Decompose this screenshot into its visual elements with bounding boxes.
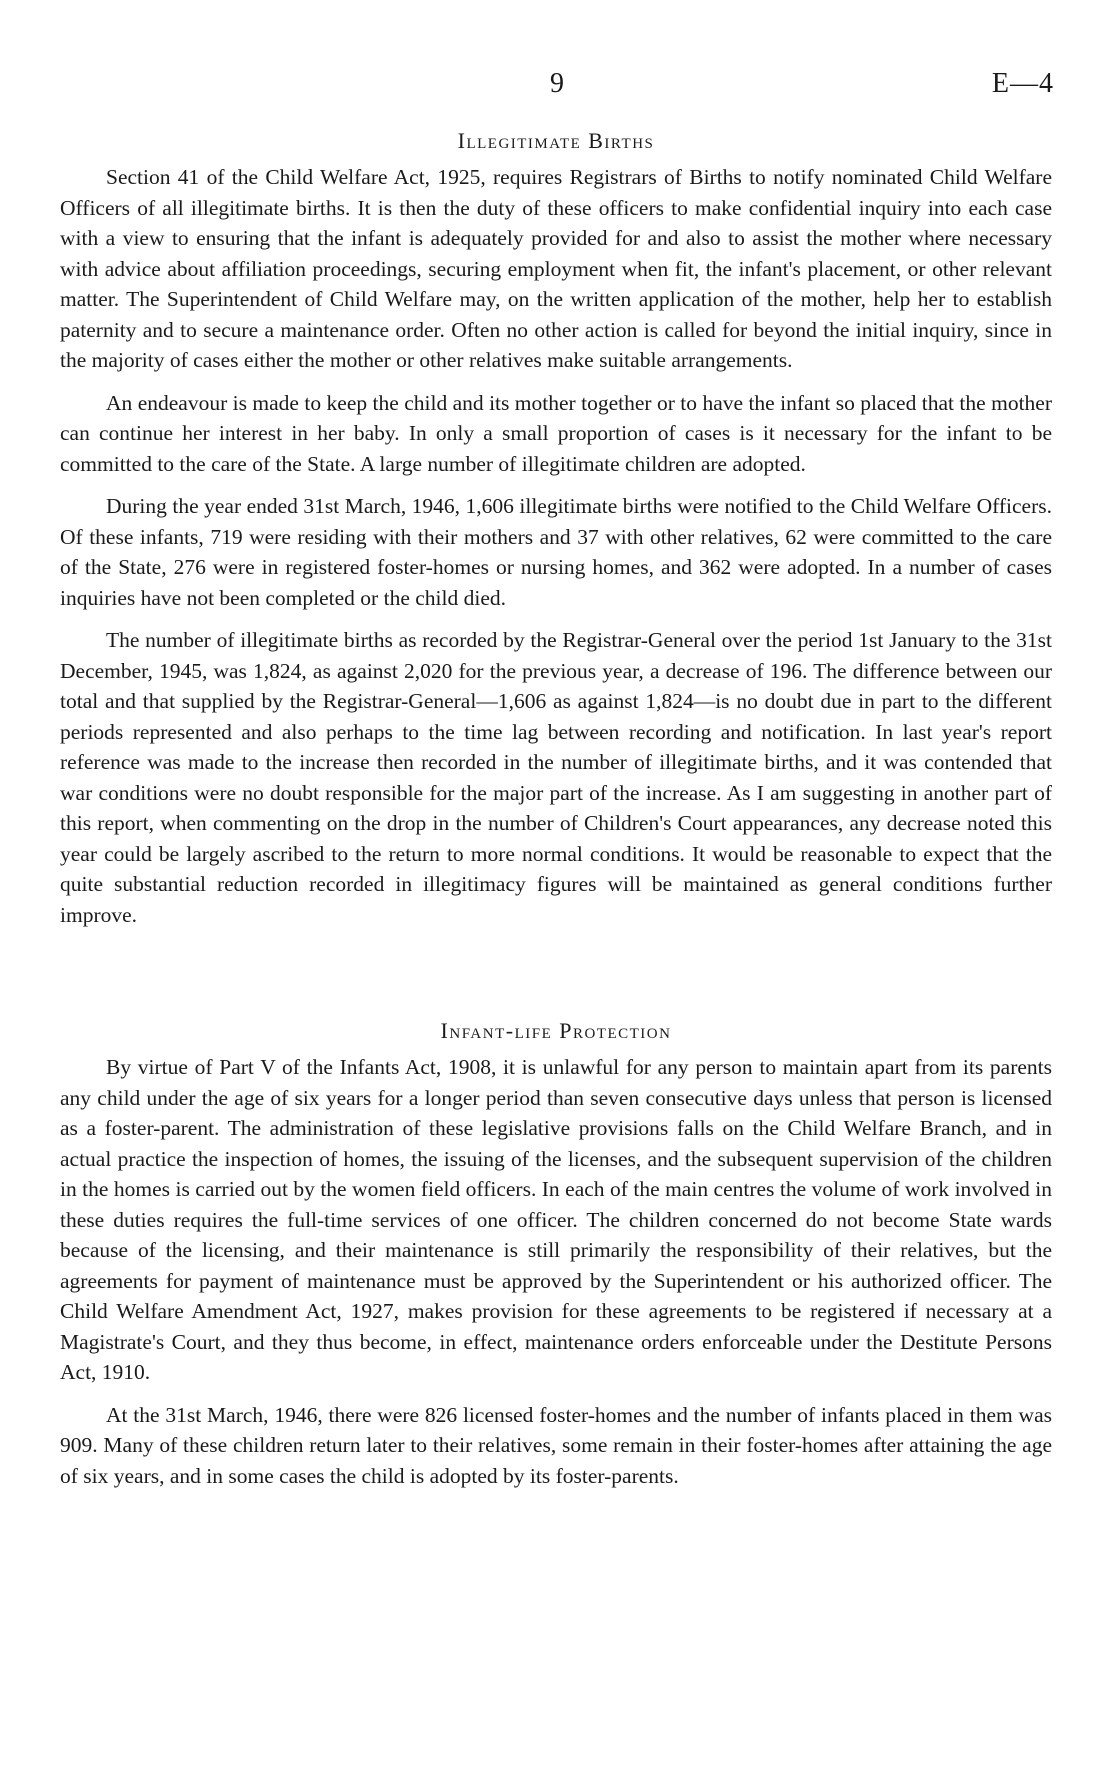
paragraph: By virtue of Part V of the Infants Act, 1908, it is unlawful for any person to maintain apart from its parents any child under the age of six years for a longer period than seven consecutive days unless that person is licensed as a foster-parent. The administration of these legislative provisions falls on the Child Welfare Branch, and in actual practice the inspection of homes, the issuing of the licenses, and the subsequent supervision of the children in the homes is carried out by the women field officers. In each of the main centres the volume of work involved in these duties requires the full-time services of one officer. The children concerned do not become State wards because of the licensing, and their maintenance is still primarily the responsibility of their relatives, but the agreements for payment of maintenance must be approved by the Superintendent or his authorized officer. The Child Welfare Amendment Act, 1927, makes provision for these agreements to be registered if necessary at a Magistrate's Court, and they thus become, in effect, maintenance orders enforceable under the Destitute Persons Act, 1910. [60,1055,1052,1384]
section-heading: Illegitimate Births [457,128,655,153]
paragraph: Section 41 of the Child Welfare Act, 1925, requires Registrars of Births to notify nominated Child Welfare Officers of all illegitimate births. It is then the duty of these officers to make confidential inquiry into each case with a view to ensuring that the infant is adequately provided for and also to assist the mother where necessary with advice about affiliation proceedings, securing employment when fit, the infant's placement, or other relevant matter. The Superintendent of Child Welfare may, on the written application of the mother, help her to establish paternity and to secure a maintenance order. Often no other action is called for beyond the initial inquiry, since in the majority of cases either the mother or other relatives make suitable arrangements. [60,165,1052,372]
paragraph: At the 31st March, 1946, there were 826 licensed foster-homes and the number of infants placed in them was 909. Many of these children return later to their relatives, some remain in their foster-homes after attaining the age of six years, and in some cases the child is adopted by its foster-parents. [60,1402,1052,1488]
paragraph: An endeavour is made to keep the child and its mother together or to have the infant so placed that the mother can continue her interest in her baby. In only a small proportion of cases is it necessary for the infant to be committed to the care of the State. A large number of illegitimate children are adopted. [60,390,1052,476]
document-code: E—4 [991,68,1054,99]
section-infant-life-protection [60,1018,1052,1491]
page-content [60,128,1052,1503]
section-illegitimate-births [60,128,1052,930]
section-heading: Infant-life Protection [440,1018,672,1043]
page-header [60,68,1054,108]
paragraph: The number of illegitimate births as recorded by the Registrar-General over the period 1st January to the 31st December, 1945, was 1,824, as against 2,020 for the previous year, a decrease of 196. The difference between our total and that supplied by the Registrar-General—1,606 as against 1,824—is no doubt due in part to the different periods represented and also perhaps to the time lag between recording and notification. In last year's report reference was made to the increase then recorded in the number of illegitimate births, and it was contended that war conditions were no doubt responsible for the major part of the increase. As I am suggesting in another part of this report, when commenting on the drop in the number of Children's Court appearances, any decrease noted this year could be largely ascribed to the return to more normal conditions. It would be reasonable to expect that the quite substantial reduction recorded in illegitimacy figures will be maintained as general conditions further improve. [60,628,1052,927]
page-number: 9 [550,68,564,99]
paragraph: During the year ended 31st March, 1946, 1,606 illegitimate births were notified to the Child Welfare Officers. Of these infants, 719 were residing with their mothers and 37 with other relatives, 62 were committed to the care of the State, 276 were in registered foster-homes or nursing homes, and 362 were adopted. In a number of cases inquiries have not been completed or the child died. [60,494,1052,610]
